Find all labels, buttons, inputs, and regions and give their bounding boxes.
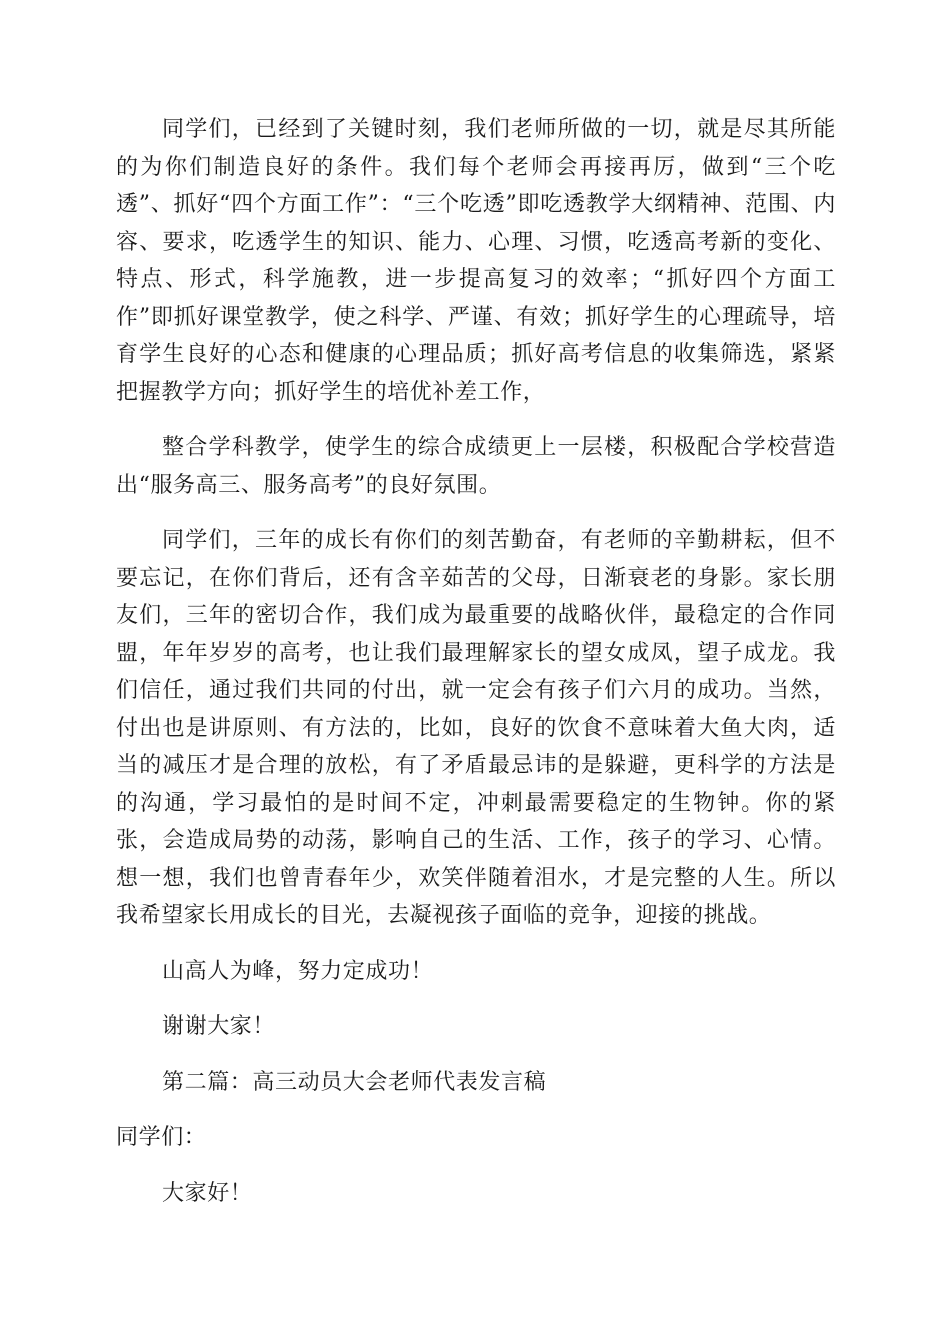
document-body bbox=[116, 111, 836, 1230]
paragraph-teacher-commitment: 同学们，已经到了关键时刻，我们老师所做的一切，就是尽其所能的为你们制造良好的条件。我们每个老师会再接再厉，做到“三个吃透”、抓好“四个方面工作”：“三个吃透”即吃透教学大纲精神、范围、内容、要求，吃透学生的知识、能力、心理、习惯，吃透高考新的变化、特点、形式，科学施教，进一步提高复习的效率；“抓好四个方面工作”即抓好课堂教学，使之科学、严谨、有效；抓好学生的心理疏导，培育学生良好的心态和健康的心理品质；抓好高考信息的收集筛选，紧紧把握教学方向；抓好学生的培优补差工作， bbox=[116, 117, 836, 405]
paragraph-parents-message: 同学们，三年的成长有你们的刻苦勤奋，有老师的辛勤耕耘，但不要忘记，在你们背后，还有含辛茹苦的父母，日渐衰老的身影。家长朋友们，三年的密切合作，我们成为最重要的战略伙伴，最稳定的合作同盟，年年岁岁的高考，也让我们最理解家长的望女成凤，望子成龙。我们信任，通过我们共同的付出，就一定会有孩子们六月的成功。当然，付出也是讲原则、有方法的，比如，良好的饮食不意味着大鱼大肉，适当的减压才是合理的放松，有了矛盾最忌讳的是躲避，更科学的方法是的沟通，学习最怕的是时间不定，冲刺最需要稳定的生物钟。你的紧张，会造成局势的动荡，影响自己的生活、工作，孩子的学习、心情。想一想，我们也曾青春年少，欢笑伴随着泪水，才是完整的人生。所以我希望家长用成长的目光，去凝视孩子面临的竞争，迎接的挑战。 bbox=[116, 528, 836, 928]
paragraph-motto: 山高人为峰，努力定成功！ bbox=[162, 958, 434, 984]
paragraph-integrate-teaching: 整合学科教学，使学生的综合成绩更上一层楼，积极配合学校营造出“服务高三、服务高考”的良好氛围。 bbox=[116, 435, 836, 498]
paragraph-thanks: 谢谢大家！ bbox=[162, 1014, 276, 1039]
salutation: 同学们： bbox=[116, 1125, 207, 1150]
greeting: 大家好！ bbox=[162, 1180, 253, 1206]
section-heading-second-article: 第二篇：高三动员大会老师代表发言稿 bbox=[162, 1069, 547, 1095]
